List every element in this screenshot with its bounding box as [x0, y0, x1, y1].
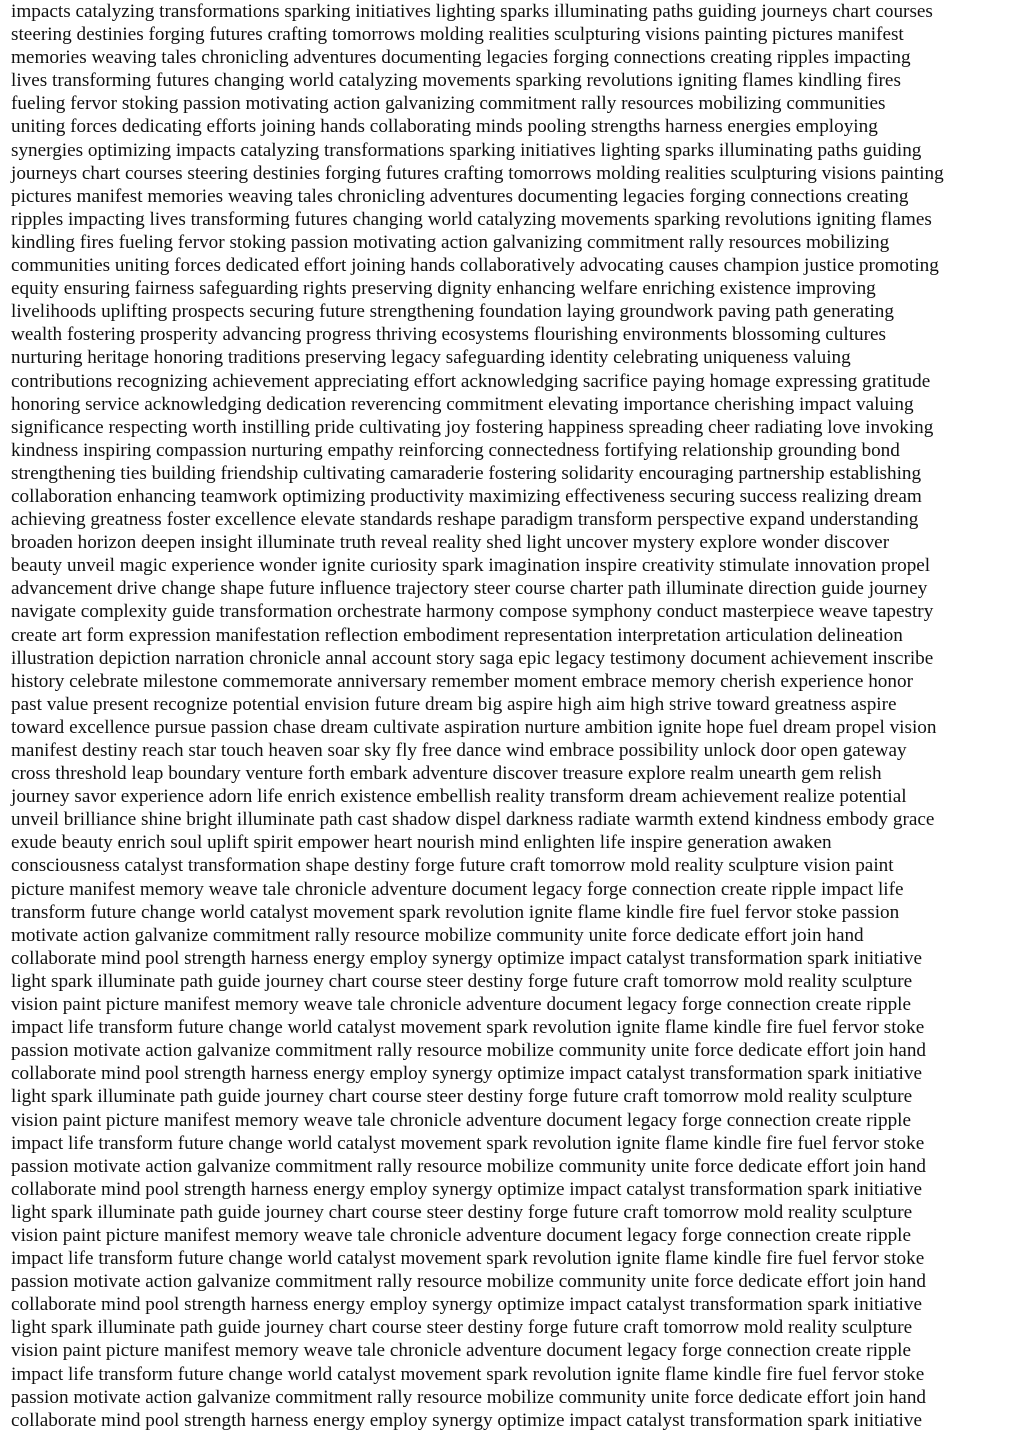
- text-line: illustration depiction narration chronicle annal account story saga epic legacy testimony document achievement inscribe: [11, 647, 934, 669]
- text-line: collaborate mind pool strength harness energy employ synergy optimize impact catalyst transformation spark initiative: [11, 947, 922, 969]
- text-line: livelihoods uplifting prospects securing future strengthening foundation laying groundwork paving path generating: [11, 301, 894, 323]
- text-line: navigate complexity guide transformation orchestrate harmony compose symphony conduct masterpiece weave tapestry: [11, 601, 934, 623]
- text-line: vision paint picture manifest memory weave tale chronicle adventure document legacy forge connection create ripple: [11, 994, 912, 1016]
- text-line: impact life transform future change world catalyst movement spark revolution ignite flame kindle fire fuel fervor stoke: [11, 1363, 925, 1385]
- text-line: journeys chart courses steering destinies forging futures crafting tomorrows molding realities sculpturing visions painting: [11, 162, 944, 184]
- text-line: collaborate mind pool strength harness energy employ synergy optimize impact catalyst transformation spark initiative: [11, 1409, 922, 1431]
- text-line: impact life transform future change world catalyst movement spark revolution ignite flame kindle fire fuel fervor stoke: [11, 1248, 925, 1270]
- text-line: exude beauty enrich soul uplift spirit empower heart nourish mind enlighten life inspire generation awaken: [11, 832, 832, 854]
- text-line: memories weaving tales chronicling adventures documenting legacies forging connections creating ripples impacting: [11, 47, 911, 69]
- text-line: uniting forces dedicating efforts joining hands collaborating minds pooling strengths harness energies employing: [11, 116, 878, 138]
- text-line: impacts catalyzing transformations sparking initiatives lighting sparks illuminating paths guiding journeys chart courses: [11, 1, 933, 22]
- text-line: lives transforming futures changing world catalyzing movements sparking revolutions igniting flames kindling fires: [11, 70, 901, 92]
- text-line: synergies optimizing impacts catalyzing transformations sparking initiatives lighting sparks illuminating paths guiding: [11, 139, 922, 161]
- text-line: fueling fervor stoking passion motivating action galvanizing commitment rally resources mobilizing communities: [11, 93, 886, 115]
- text-line: wealth fostering prosperity advancing progress thriving ecosystems flourishing environments blossoming cultures: [11, 324, 887, 346]
- text-line: light spark illuminate path guide journey chart course steer destiny forge future craft tomorrow mold reality sculpture: [11, 1317, 913, 1339]
- text-line: steering destinies forging futures crafting tomorrows molding realities sculpturing visions painting pictures manifest: [11, 24, 904, 46]
- text-line: broaden horizon deepen insight illuminate truth reveal reality shed light uncover mystery explore wonder discover: [11, 532, 890, 554]
- text-line: cross threshold leap boundary venture forth embark adventure discover treasure explore realm unearth gem relish: [11, 763, 882, 785]
- text-line: picture manifest memory weave tale chronicle adventure document legacy forge connection create ripple impact life: [11, 878, 904, 900]
- text-line: collaborate mind pool strength harness energy employ synergy optimize impact catalyst transformation spark initiative: [11, 1063, 922, 1085]
- text-line: nurturing heritage honoring traditions preserving legacy safeguarding identity celebrating uniqueness valuing: [11, 347, 851, 369]
- text-line: equity ensuring fairness safeguarding rights preserving dignity enhancing welfare enriching existence improving: [11, 278, 876, 300]
- text-line: passion motivate action galvanize commitment rally resource mobilize community unite force dedicate effort join hand: [11, 1386, 927, 1408]
- text-line: contributions recognizing achievement appreciating effort acknowledging sacrifice paying homage expressing gratitude: [11, 370, 931, 392]
- body-text: [11, 0, 1016, 1432]
- text-line: beauty unveil magic experience wonder ignite curiosity spark imagination inspire creativity stimulate innovation propel: [11, 555, 931, 577]
- text-line: impact life transform future change world catalyst movement spark revolution ignite flame kindle fire fuel fervor stoke: [11, 1017, 925, 1039]
- text-line: pictures manifest memories weaving tales chronicling adventures documenting legacies forging connections creating: [11, 185, 909, 207]
- text-line: strengthening ties building friendship cultivating camaraderie fostering solidarity encouraging partnership establishing: [11, 462, 922, 484]
- text-line: motivate action galvanize commitment rally resource mobilize community unite force dedicate effort join hand: [11, 924, 864, 946]
- text-line: unveil brilliance shine bright illuminate path cast shadow dispel darkness radiate warmth extend kindness embody grace: [11, 809, 935, 831]
- text-line: impact life transform future change world catalyst movement spark revolution ignite flame kindle fire fuel fervor stoke: [11, 1132, 925, 1154]
- text-line: collaboration enhancing teamwork optimizing productivity maximizing effectiveness securing success realizing dream: [11, 485, 922, 507]
- text-line: vision paint picture manifest memory weave tale chronicle adventure document legacy forge connection create ripple: [11, 1340, 912, 1362]
- text-line: ripples impacting lives transforming futures changing world catalyzing movements sparking revolutions igniting flames: [11, 208, 932, 230]
- text-line: history celebrate milestone commemorate anniversary remember moment embrace memory cherish experience honor: [11, 670, 913, 692]
- text-line: manifest destiny reach star touch heaven soar sky fly free dance wind embrace possibility unlock door open gateway: [11, 740, 907, 761]
- text-line: communities uniting forces dedicated effort joining hands collaboratively advocating causes champion justice promoting: [11, 255, 939, 277]
- text-line: passion motivate action galvanize commitment rally resource mobilize community unite force dedicate effort join hand: [11, 1040, 927, 1062]
- text-line: collaborate mind pool strength harness energy employ synergy optimize impact catalyst transformation spark initiative: [11, 1294, 922, 1316]
- text-line: passion motivate action galvanize commitment rally resource mobilize community unite force dedicate effort join hand: [11, 1271, 927, 1293]
- text-line: passion motivate action galvanize commitment rally resource mobilize community unite force dedicate effort join hand: [11, 1155, 927, 1177]
- text-line: transform future change world catalyst movement spark revolution ignite flame kindle fire fuel fervor stoke passion: [11, 901, 900, 923]
- text-line: light spark illuminate path guide journey chart course steer destiny forge future craft tomorrow mold reality sculpture: [11, 1201, 913, 1223]
- text-line: achieving greatness foster excellence elevate standards reshape paradigm transform perspective expand understanding: [11, 509, 919, 531]
- text-line: significance respecting worth instilling pride cultivating joy fostering happiness spreading cheer radiating love invoking: [11, 416, 934, 438]
- text-line: create art form expression manifestation reflection embodiment representation interpretation articulation delineation: [11, 624, 903, 646]
- text-line: honoring service acknowledging dedication reverencing commitment elevating importance cherishing impact valuing: [11, 393, 914, 415]
- text-line: toward excellence pursue passion chase dream cultivate aspiration nurture ambition ignite hope fuel dream propel vision: [11, 716, 937, 738]
- text-line: past value present recognize potential envision future dream big aspire high aim high strive toward greatness aspire: [11, 693, 897, 715]
- text-line: light spark illuminate path guide journey chart course steer destiny forge future craft tomorrow mold reality sculpture: [11, 1086, 913, 1108]
- text-line: collaborate mind pool strength harness energy employ synergy optimize impact catalyst transformation spark initiative: [11, 1178, 922, 1200]
- text-line: advancement drive change shape future influence trajectory steer course charter path illuminate direction guide journey: [11, 578, 928, 600]
- text-line: journey savor experience adorn life enrich existence embellish reality transform dream achievement realize potential: [11, 786, 907, 808]
- text-line: kindling fires fueling fervor stoking passion motivating action galvanizing commitment rally resources mobilizing: [11, 231, 890, 253]
- text-line: vision paint picture manifest memory weave tale chronicle adventure document legacy forge connection create ripple: [11, 1224, 912, 1246]
- text-line: consciousness catalyst transformation shape destiny forge future craft tomorrow mold reality sculpture vision paint: [11, 855, 894, 877]
- text-line: kindness inspiring compassion nurturing empathy reinforcing connectedness fortifying relationship grounding bond: [11, 439, 900, 461]
- text-line: vision paint picture manifest memory weave tale chronicle adventure document legacy forge connection create ripple: [11, 1109, 912, 1131]
- text-line: light spark illuminate path guide journey chart course steer destiny forge future craft tomorrow mold reality sculpture: [11, 970, 913, 992]
